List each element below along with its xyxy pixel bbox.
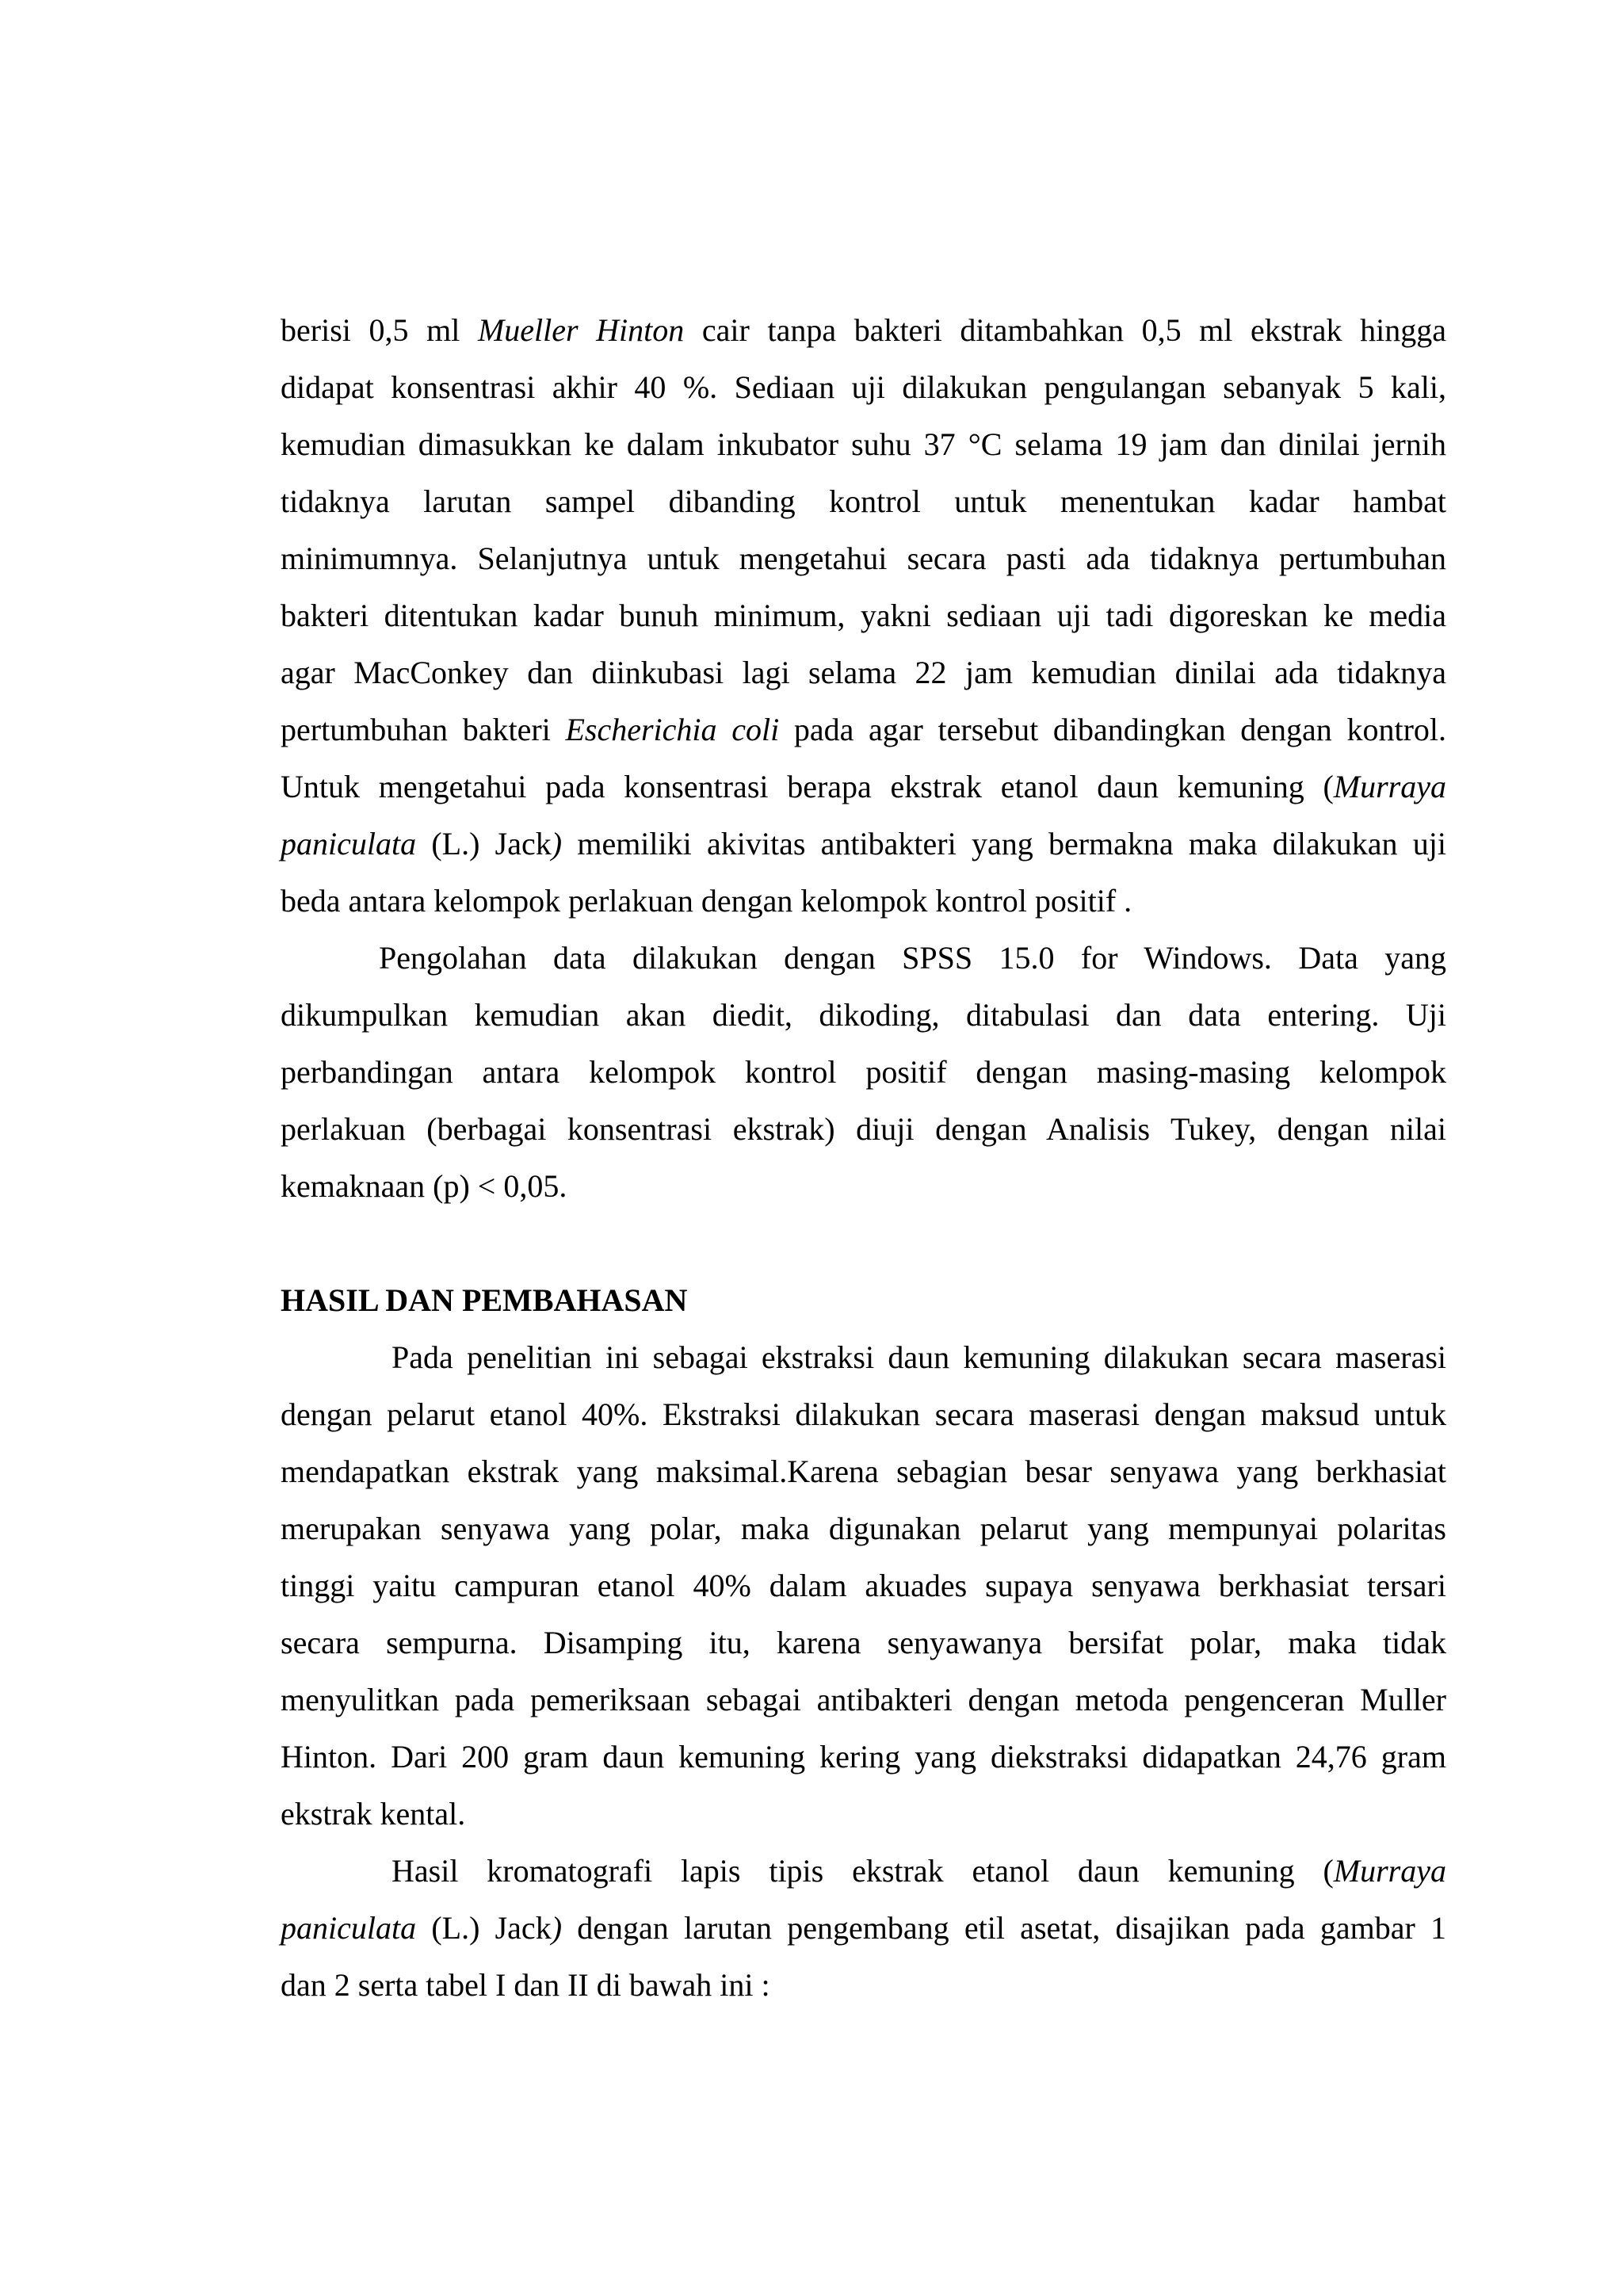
text-line: kemudian dimasukkan ke dalam inkubator suhu 37 °C selama 19 jam dan dinilai jernih [281, 426, 1446, 462]
paragraph-extraction [281, 1329, 1446, 1843]
text-line: pertumbuhan bakteri Escherichia coli pada agar tersebut dibandingkan dengan kontrol. [281, 712, 1446, 747]
text-line: tinggi yaitu campuran etanol 40% dalam akuades supaya senyawa berkhasiat tersari [281, 1568, 1446, 1603]
paragraph-data-processing [281, 930, 1446, 1215]
italic-term: Escherichia coli [565, 712, 780, 747]
text-line: tidaknya larutan sampel dibanding kontrol untuk menentukan kadar hambat [281, 483, 1446, 519]
italic-term: Murraya [1333, 769, 1446, 804]
paragraph-methods-continued [281, 302, 1446, 930]
text-line: perlakuan (berbagai konsentrasi ekstrak) diuji dengan Analisis Tukey, dengan nilai [281, 1111, 1446, 1147]
text-line: Untuk mengetahui pada konsentrasi berapa ekstrak etanol daun kemuning (Murraya [281, 769, 1446, 804]
italic-term: ) [551, 826, 563, 861]
paragraph-chromatography [281, 1843, 1446, 2014]
text-line: paniculata (L.) Jack) memiliki akivitas antibakteri yang bermakna maka dilakukan uji [281, 826, 1446, 861]
text-line: dan 2 serta tabel I dan II di bawah ini : [281, 1967, 770, 2003]
text-line: minimumnya. Selanjutnya untuk mengetahui secara pasti ada tidaknya pertumbuhan [281, 541, 1446, 576]
text-line: dengan pelarut etanol 40%. Ekstraksi dilakukan secara maserasi dengan maksud untuk [281, 1396, 1446, 1432]
text-line: secara sempurna. Disamping itu, karena senyawanya bersifat polar, maka tidak [281, 1625, 1446, 1660]
text-line: Hinton. Dari 200 gram daun kemuning kering yang diekstraksi didapatkan 24,76 gram [281, 1739, 1446, 1775]
italic-term: Mueller Hinton [477, 312, 685, 348]
italic-term: Murraya [1333, 1853, 1446, 1889]
italic-term: paniculata [281, 826, 417, 861]
italic-term: paniculata [281, 1910, 417, 1946]
text-line: dikumpulkan kemudian akan diedit, dikoding, ditabulasi dan data entering. Uji [281, 997, 1446, 1033]
text-line: paniculata (L.) Jack) dengan larutan pengembang etil asetat, disajikan pada gambar 1 [281, 1910, 1447, 1946]
body-text [281, 302, 1446, 2014]
text-line: menyulitkan pada pemeriksaan sebagai antibakteri dengan metoda pengenceran Muller [281, 1682, 1446, 1717]
spacer [281, 1215, 1446, 1272]
text-line: Pada penelitian ini sebagai ekstraksi daun kemuning dilakukan secara maserasi [391, 1339, 1446, 1375]
text-line: didapat konsentrasi akhir 40 %. Sediaan uji dilakukan pengulangan sebanyak 5 kali, [281, 369, 1446, 405]
italic-term: ) [551, 1910, 563, 1946]
text-line: ekstrak kental. [281, 1796, 466, 1832]
text-line: kemaknaan (p) < 0,05. [281, 1168, 567, 1204]
text-line: agar MacConkey dan diinkubasi lagi selama 22 jam kemudian dinilai ada tidaknya [281, 655, 1446, 690]
text-line: beda antara kelompok perlakuan dengan kelompok kontrol positif . [281, 883, 1132, 919]
text-line: Hasil kromatografi lapis tipis ekstrak etanol daun kemuning (Murraya [391, 1853, 1446, 1889]
text-line: perbandingan antara kelompok kontrol positif dengan masing-masing kelompok [281, 1054, 1446, 1090]
text-line: berisi 0,5 ml Mueller Hinton cair tanpa bakteri ditambahkan 0,5 ml ekstrak hingga [281, 312, 1447, 348]
text-line: Pengolahan data dilakukan dengan SPSS 15.0 for Windows. Data yang [379, 940, 1446, 976]
text-line: mendapatkan ekstrak yang maksimal.Karena sebagian besar senyawa yang berkhasiat [281, 1454, 1446, 1489]
text-line: merupakan senyawa yang polar, maka digunakan pelarut yang mempunyai polaritas [281, 1511, 1446, 1546]
text-line: bakteri ditentukan kadar bunuh minimum, yakni sediaan uji tadi digoreskan ke media [281, 598, 1446, 633]
section-heading: HASIL DAN PEMBAHASAN [281, 1282, 688, 1318]
